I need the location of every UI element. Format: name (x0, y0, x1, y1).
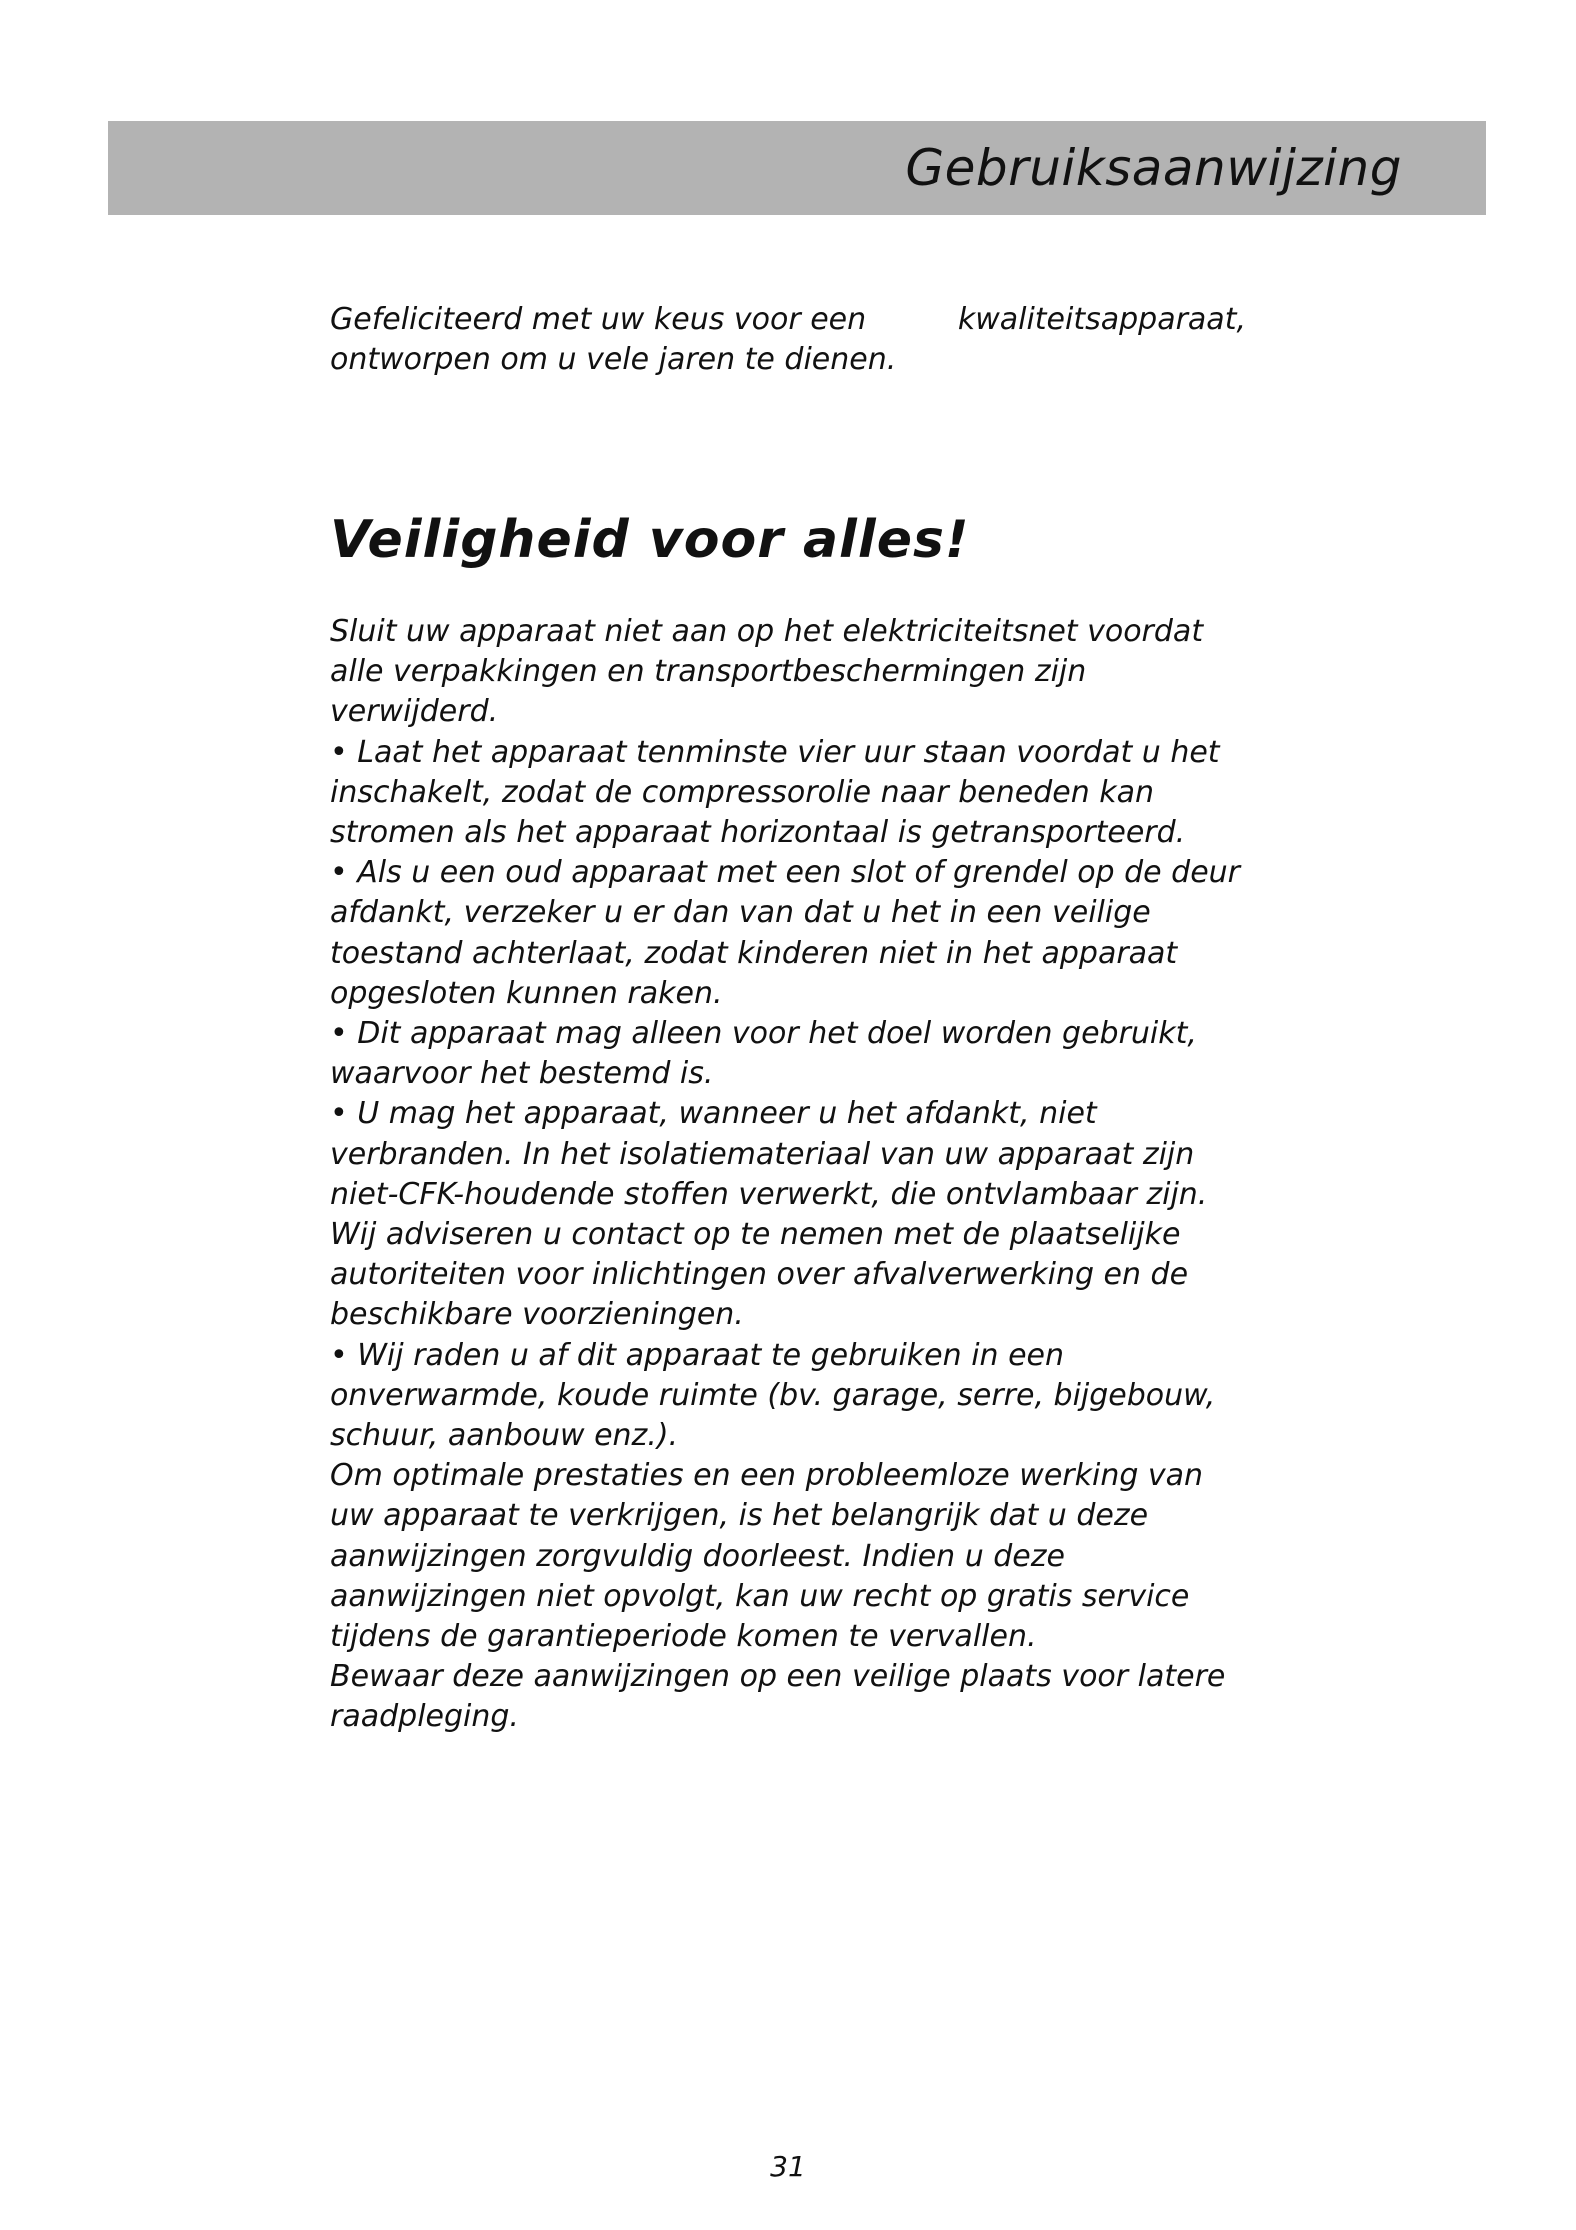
intro-line-1-left: Gefeliciteerd met uw keus voor een (330, 302, 867, 337)
bullet-paragraph: • Wij raden u af dit apparaat te gebruiken in een onverwarmde, koude ruimte (bv. garage, serre, bijgebouw, schuur, aanbouw enz.). (330, 1337, 1216, 1454)
paragraph: Sluit uw apparaat niet aan op het elektriciteitsnet voordat alle verpakkingen en transportbeschermingen zijn verwijderd. (330, 614, 1204, 730)
intro-line-2: ontworpen om u vele jaren te dienen. (330, 342, 897, 377)
bullet-paragraph: • Dit apparaat mag alleen voor het doel worden gebruikt, waarvoor het bestemd is. (330, 1016, 1197, 1092)
bullet-paragraph: • Laat het apparaat tenminste vier uur staan voordat u het inschakelt, zodat de compressorolie naar beneden kan stromen als het apparaat horizontaal is getransporteerd. (330, 734, 1220, 851)
intro-line-1 (330, 300, 1246, 340)
page-number: 31 (770, 2150, 806, 2183)
header-title: Gebruiksaanwijzing (905, 139, 1402, 197)
intro-line-1-right: kwaliteitsapparaat, (957, 302, 1246, 337)
bullet-paragraph: • U mag het apparaat, wanneer u het afdankt, niet verbranden. In het isolatiemateriaal van uw apparaat zijn niet-CFK-houdende stoffen verwerkt, die ontvlambaar zijn. Wij adviseren u contact op te nemen met de plaatselijke autoriteiten voor inlichtingen over afvalverwerking en de beschikbare voorzieningen. (330, 1096, 1208, 1333)
safety-text (330, 612, 1246, 1738)
bullet-paragraph: • Als u een oud apparaat met een slot of grendel op de deur afdankt, verzeker u er dan van dat u het in een veilige toestand achterlaat, zodat kinderen niet in het apparaat opgesloten kunnen raken. (330, 855, 1241, 1011)
intro-text (330, 300, 1246, 380)
header-band (108, 121, 1486, 215)
section-heading: Veiligheid voor alles! (330, 510, 970, 570)
paragraph: Bewaar deze aanwijzingen op een veilige plaats voor latere raadpleging. (330, 1659, 1226, 1735)
paragraph: Om optimale prestaties en een probleemloze werking van uw apparaat te verkrijgen, is het belangrijk dat u deze aanwijzingen zorgvuldig doorleest. Indien u deze aanwijzingen niet opvolgt, kan uw recht op gratis service tijdens de garantieperiode komen te vervallen. (330, 1458, 1204, 1655)
